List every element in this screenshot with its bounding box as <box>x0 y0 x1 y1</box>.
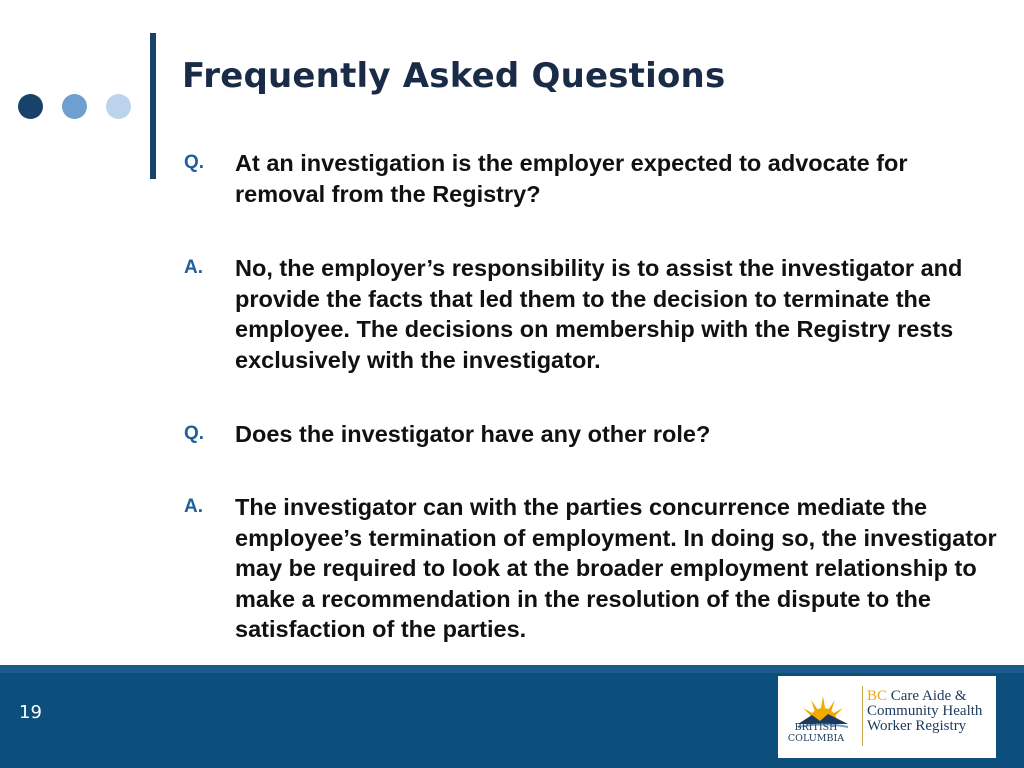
bc-word-line1: BRITISH <box>794 722 838 733</box>
registry-name <box>867 689 982 734</box>
qa-text: No, the employer’s responsibility is to assist the investigator and provide the facts that led them to the decision to terminate the employee. The decisions on membership with the Registry rests exclusively with the investigator. <box>235 255 963 373</box>
qa-text: At an investigation is the employer expected to advocate for removal from the Registry? <box>235 150 908 207</box>
logo-divider <box>862 686 863 746</box>
registry-logo <box>778 676 996 758</box>
page-title: Frequently Asked Questions <box>182 56 726 96</box>
page-number: 19 <box>19 702 42 723</box>
bc-wordmark <box>778 722 854 744</box>
qa-label: Q. <box>184 152 205 173</box>
registry-line1: Care Aide & <box>887 688 967 704</box>
qa-item-a2 <box>184 492 999 645</box>
qa-text: The investigator can with the parties concurrence mediate the employee’s termination of employment. In doing so, the investigator may be required to look at the broader employment relationship to make a recommendation in the resolution of the dispute to the satisfaction of the parties. <box>235 494 997 642</box>
registry-line2: Community Health <box>867 703 983 719</box>
dot-dark <box>18 94 43 119</box>
qa-label: Q. <box>184 423 205 444</box>
qa-text: Does the investigator have any other role? <box>235 421 711 447</box>
dot-medium <box>62 94 87 119</box>
dot-light <box>106 94 131 119</box>
bc-word-line2: COLUMBIA <box>787 733 845 744</box>
qa-item-a1 <box>184 253 999 375</box>
decorative-dots <box>18 94 138 120</box>
qa-item-q2 <box>184 419 999 450</box>
qa-item-q1 <box>184 148 999 209</box>
qa-label: A. <box>184 257 203 278</box>
registry-bc: BC <box>867 688 888 704</box>
title-divider <box>150 33 156 179</box>
registry-line3: Worker Registry <box>867 718 967 734</box>
qa-label: A. <box>184 496 203 517</box>
